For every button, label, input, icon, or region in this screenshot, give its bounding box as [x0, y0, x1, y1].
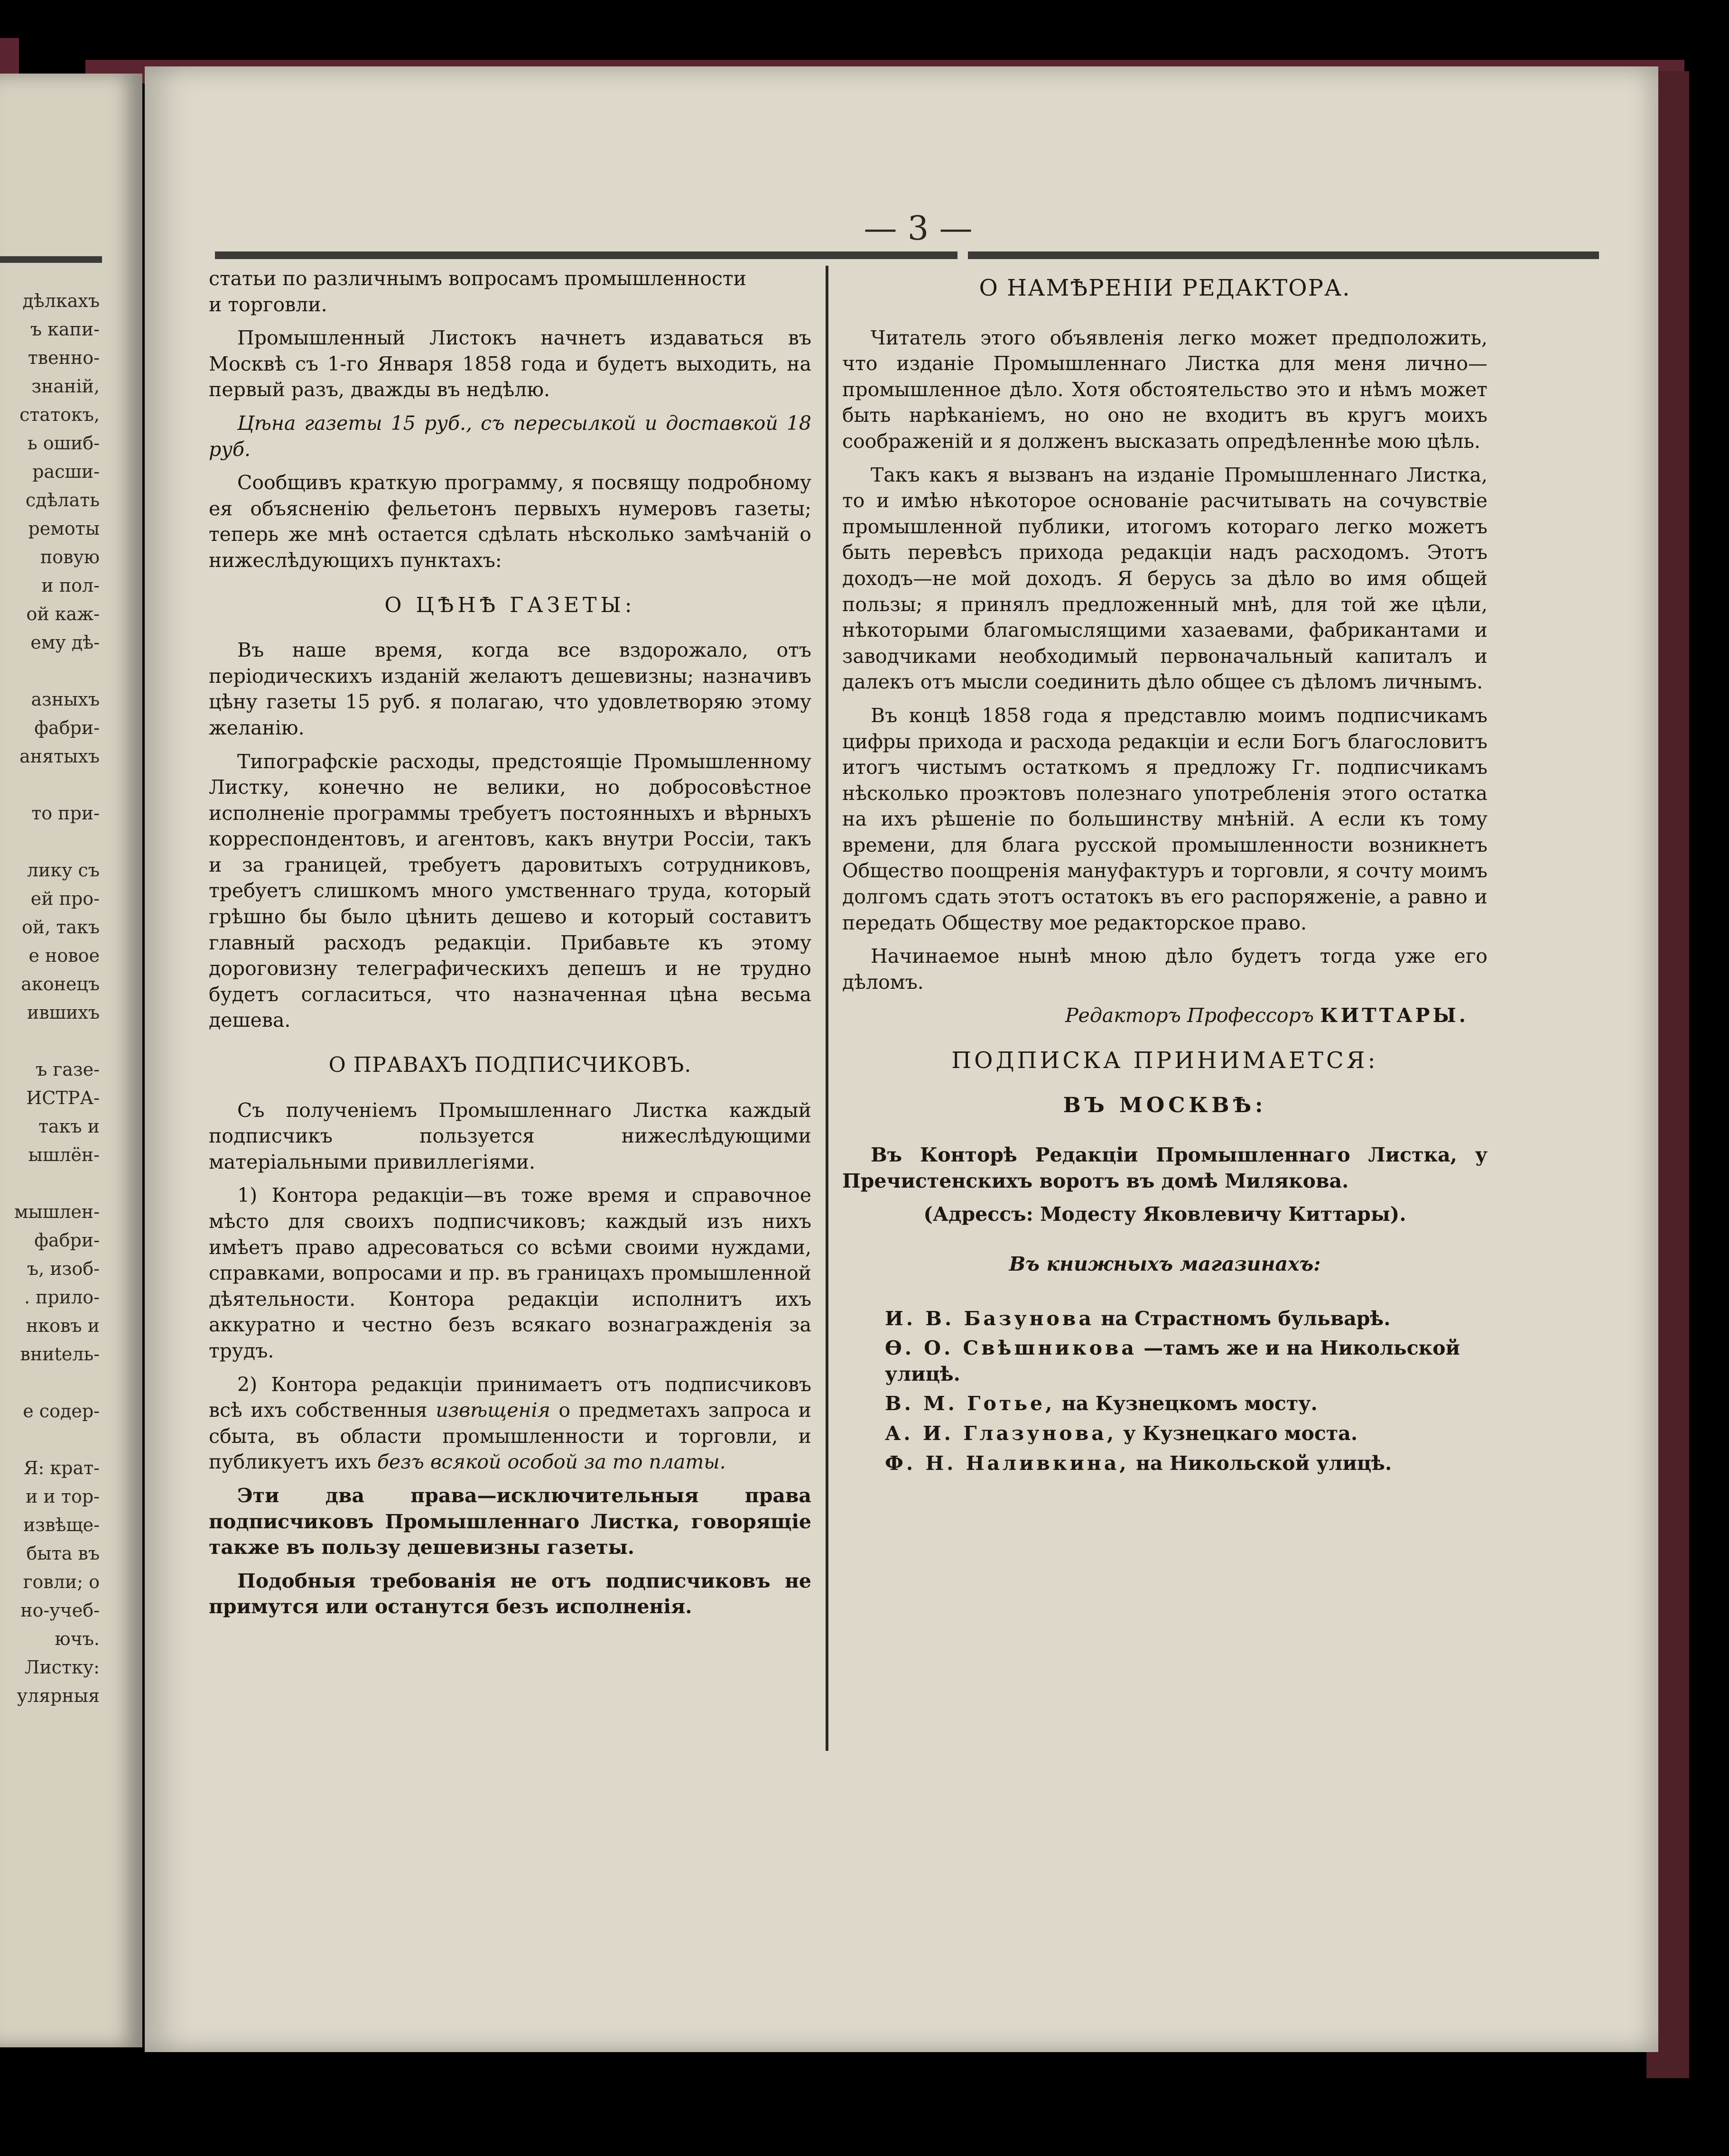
previous-page-fragment: то при-: [31, 803, 100, 824]
previous-page-fragment: ремоты: [28, 518, 100, 539]
signature-prefix: Редакторъ Профессоръ: [1065, 1004, 1314, 1027]
previous-page-fragment: ъ, изоб-: [27, 1258, 100, 1279]
bookshops-heading: Въ книжныхъ магазинахъ:: [1009, 1253, 1321, 1275]
left-column: [209, 266, 811, 1627]
page-number: — 3 —: [864, 209, 973, 248]
previous-page-fragment: ой, такъ: [22, 917, 100, 938]
heading-rights: О ПРАВАХЪ ПОДПИСЧИКОВЪ.: [328, 1053, 692, 1078]
previous-page-fragment: извѣще-: [23, 1515, 100, 1535]
previous-page-fragment: азныхъ: [31, 689, 100, 710]
bookshop-2: [842, 1335, 1487, 1387]
previous-page-fragment: мышлен-: [14, 1201, 100, 1222]
previous-page-fragment: такъ и: [38, 1116, 100, 1137]
top-rule-left: [215, 251, 957, 259]
previous-page-fragment: аконецъ: [21, 974, 100, 994]
bookshop-1: [842, 1306, 1487, 1332]
previous-page-fragment: анятыхъ: [19, 746, 100, 767]
previous-page-fragment: е содер-: [23, 1401, 100, 1422]
bookshop-1-location: на Страстномъ бульварѣ.: [1101, 1307, 1391, 1330]
previous-page-fragment: сдѣлать: [25, 490, 100, 511]
para-rights-2-italic-2: безъ всякой особой за то платы.: [377, 1450, 726, 1474]
signature-name: КИТТАРЫ.: [1320, 1004, 1469, 1027]
para-rights-2-b: о предметахъ запроса и сбыта, въ области промышленности и торговли, и публикуетъ ихъ: [209, 1399, 811, 1474]
heading-moscow: ВЪ МОСКВѢ:: [1063, 1093, 1267, 1117]
previous-page-fragment: ившихъ: [27, 1002, 100, 1023]
previous-page-fragment: ъ газе-: [36, 1059, 100, 1080]
office-address: (Адрессъ: Модесту Яковлевичу Киттары).: [923, 1203, 1406, 1226]
bookshop-3-name: В. М. Готье,: [885, 1392, 1055, 1415]
previous-page-fragment: Листку:: [24, 1657, 100, 1678]
para-intent-1: Читатель этого объявленія легко может предположить, что изданіе Промышленнаго Листка для меня лично—промышленное дѣло. Хотя обстоятельство это и нѣмъ может быть нарѣканіемъ, но оно не входитъ въ кругъ моихъ соображеній и я долженъ высказать опредѣленнѣе мою цѣль.: [842, 326, 1487, 453]
bookshop-4-location: у Кузнецкаго моста.: [1123, 1422, 1358, 1445]
para-intent-4: Начинаемое нынѣ мною дѣло будетъ тогда уже его дѣломъ.: [842, 945, 1487, 994]
para-price-2: Типографскіе расходы, предстоящіе Промышленному Листку, конечно не велики, но добросовѣстное исполненіе программы требуетъ постоянныхъ и вѣрныхъ корреспондентовъ, и агентовъ, какъ внутри Россіи, такъ и за границей, требуетъ даровитыхъ сотрудниковъ, требуетъ слишкомъ много умственнаго труда, который грѣшно бы было цѣнить дешево и который составитъ главный расходъ редакціи. Прибавьте къ этому дороговизну телеграфическихъ депешъ и не трудно будетъ согласиться, что назначенная цѣна весьма дешева.: [209, 750, 811, 1032]
bookshop-2-name: Ѳ. О. Свѣшникова: [885, 1337, 1137, 1360]
heading-intent: О НАМѢРЕНІИ РЕДАКТОРА.: [979, 275, 1351, 301]
previous-page-fragment: твенно-: [28, 347, 100, 368]
previous-page-fragment: статокъ,: [19, 404, 100, 425]
previous-page-fragment: ючъ.: [55, 1628, 100, 1649]
previous-page-fragment: ышлён-: [28, 1144, 100, 1165]
para-intent-2: Такъ какъ я вызванъ на изданіе Промышленнаго Листка, то и имѣю нѣкоторое основаніе расчитывать на сочувствіе промышленной публики, итогомъ котораго легко можетъ быть перевѣсъ прихода редакціи надъ расходомъ. Этотъ доходъ—не мой доходъ. Я берусь за дѣло во имя общей пользы; я принялъ предложенный мнѣ, для той же цѣли, нѣкоторыми благомыслящими хазаевами, фабрикантами и заводчиками необходимый первоначальный капиталъ и далекъ отъ мысли соединить дѣло общее съ дѣломъ личнымъ.: [842, 463, 1487, 694]
previous-page-fragment: но-учеб-: [20, 1600, 100, 1621]
previous-page-fragment: ъ капи-: [30, 319, 100, 340]
bookshop-5: [842, 1450, 1487, 1477]
para-rights: Съ полученіемъ Промышленнаго Листка каждый подписчикъ пользуется нижеслѣдующими матеріальными привиллегіями.: [209, 1098, 811, 1173]
previous-page-fragment: Я: крат-: [23, 1458, 100, 1478]
para-price-1: Въ наше время, когда все вздорожало, отъ періодическихъ изданій желаютъ дешевизны; назначивъ цѣну газеты 15 руб. я полагаю, что удовлетворяю этому желанію.: [209, 639, 811, 739]
para-intent-3: Въ концѣ 1858 года я представлю моимъ подписчикамъ цифры прихода и расхода редакціи и если Богъ благословитъ итогъ чистымъ остаткомъ я предложу Гг. подписчикамъ нѣсколько проэктовъ полезнаго употребленія этого остатка на ихъ рѣшеніе по большинству мнѣній. А если къ тому времени, для блага русской промышленности возникнетъ Общество поощренія мануфактуръ и торговли, я сочту моимъ долгомъ сдать этотъ остатокъ въ его распоряженіе, а равно и передать Обществу мое редакторское право.: [842, 704, 1487, 934]
previous-page-fragment: нковъ и: [26, 1315, 100, 1336]
heading-price: О ЦѢНѢ ГАЗЕТЫ:: [384, 593, 636, 617]
previous-page-fragment: и и тор-: [26, 1486, 100, 1507]
intro-line-2: и торговли.: [209, 293, 327, 316]
previous-page-fragment: ИСТРА-: [26, 1087, 100, 1108]
previous-page-fragment: говли; о: [23, 1571, 100, 1592]
para-rights-2-a: 2) Контора редакціи принимаетъ отъ подписчиковъ всѣ ихъ собственныя: [209, 1373, 811, 1422]
previous-page-fragment: ь ошиб-: [27, 433, 100, 454]
bookshop-3-location: на Кузнецкомъ мосту.: [1061, 1392, 1318, 1415]
previous-page-fragment: знаній,: [31, 376, 100, 397]
previous-page-fragment: и пол-: [41, 575, 100, 596]
previous-page-fragment: вниteль-: [20, 1344, 100, 1365]
previous-page-fragment: фабри-: [34, 1230, 100, 1251]
previous-page-fragment: дѣлкахъ: [22, 290, 100, 311]
previous-page-fragment: расши-: [32, 461, 100, 482]
bookshop-5-name: Ф. Н. Наливкина,: [885, 1451, 1129, 1475]
previous-page-fragment: е новое: [28, 945, 100, 966]
previous-page-fragment: лику съ: [27, 860, 100, 881]
price-note: Цѣна газеты 15 руб., съ пересылкой и доставкой 18 руб.: [209, 411, 811, 461]
intro-line-1: статьи по различнымъ вопросамъ промышленности: [209, 267, 746, 290]
previous-page-fragment: ему дѣ-: [30, 632, 100, 653]
previous-page-fragment: быта въ: [26, 1543, 100, 1564]
bookshop-4: [842, 1421, 1487, 1447]
office-line: Въ Конторѣ Редакціи Промышленнаго Листка, у Пречистенскихъ воротъ въ домѣ Милякова.: [842, 1143, 1487, 1192]
previous-page-fragment: . прило-: [24, 1287, 100, 1308]
para-start: Промышленный Листокъ начнетъ издаваться въ Москвѣ съ 1-го Января 1858 года и будетъ выходить, на первый разъ, дважды въ недѣлю.: [209, 326, 811, 401]
bookshop-5-location: на Никольской улицѣ.: [1136, 1451, 1392, 1475]
bookshop-2-location: —тамъ же и на Никольской улицѣ.: [885, 1337, 1460, 1385]
para-rights-3: Эти два права—исключительныя права подписчиковъ Промышленнаго Листка, говорящіе также въ пользу дешевизны газеты.: [209, 1484, 811, 1559]
para-rights-2: [209, 1372, 811, 1475]
previous-page-fragment: ой каж-: [26, 604, 100, 624]
para-rights-1: 1) Контора редакціи—въ тоже время и справочное мѣсто для своихъ подписчиковъ; каждый изъ нихъ имѣетъ право адресоваться со всѣми своими нуждами, справками, вопросами и пр. въ границахъ промышленной дѣятельности. Контора редакціи исполнитъ ихъ аккуратно и честно безъ всякаго вознагражденія за трудъ.: [209, 1184, 811, 1362]
para-rights-2-italic-1: извѣщенія: [436, 1399, 550, 1422]
bookshop-4-name: А. И. Глазунова,: [885, 1422, 1117, 1445]
previous-page-fragment: ей про-: [30, 888, 100, 909]
bookshop-1-name: И. В. Базунова: [885, 1307, 1094, 1330]
previous-page-rule: [0, 256, 102, 263]
previous-page-fragment: улярныя: [17, 1685, 100, 1706]
right-column: [842, 266, 1487, 1480]
para-program: Сообщивъ краткую программу, я посвящу подробному ея объясненію фельетонъ первыхъ нумеровъ газеты; теперь же мнѣ остается сдѣлать нѣсколько замѣчаній о нижеслѣдующихъ пунктахъ:: [209, 471, 811, 572]
previous-page-fragment: фабри-: [34, 717, 100, 738]
top-rule-right: [968, 251, 1599, 259]
bookshop-3: [842, 1391, 1487, 1417]
column-divider: [826, 266, 828, 1751]
newspaper-page: [145, 66, 1658, 2052]
signature: [842, 1003, 1469, 1029]
para-rights-4: Подобныя требованія не отъ подписчиковъ не примутся или останутся безъ исполненія.: [209, 1569, 811, 1618]
previous-page-fragment: повую: [40, 547, 100, 567]
heading-subscription: ПОДПИСКА ПРИНИМАЕТСЯ:: [951, 1047, 1378, 1074]
previous-page: [0, 74, 142, 2047]
